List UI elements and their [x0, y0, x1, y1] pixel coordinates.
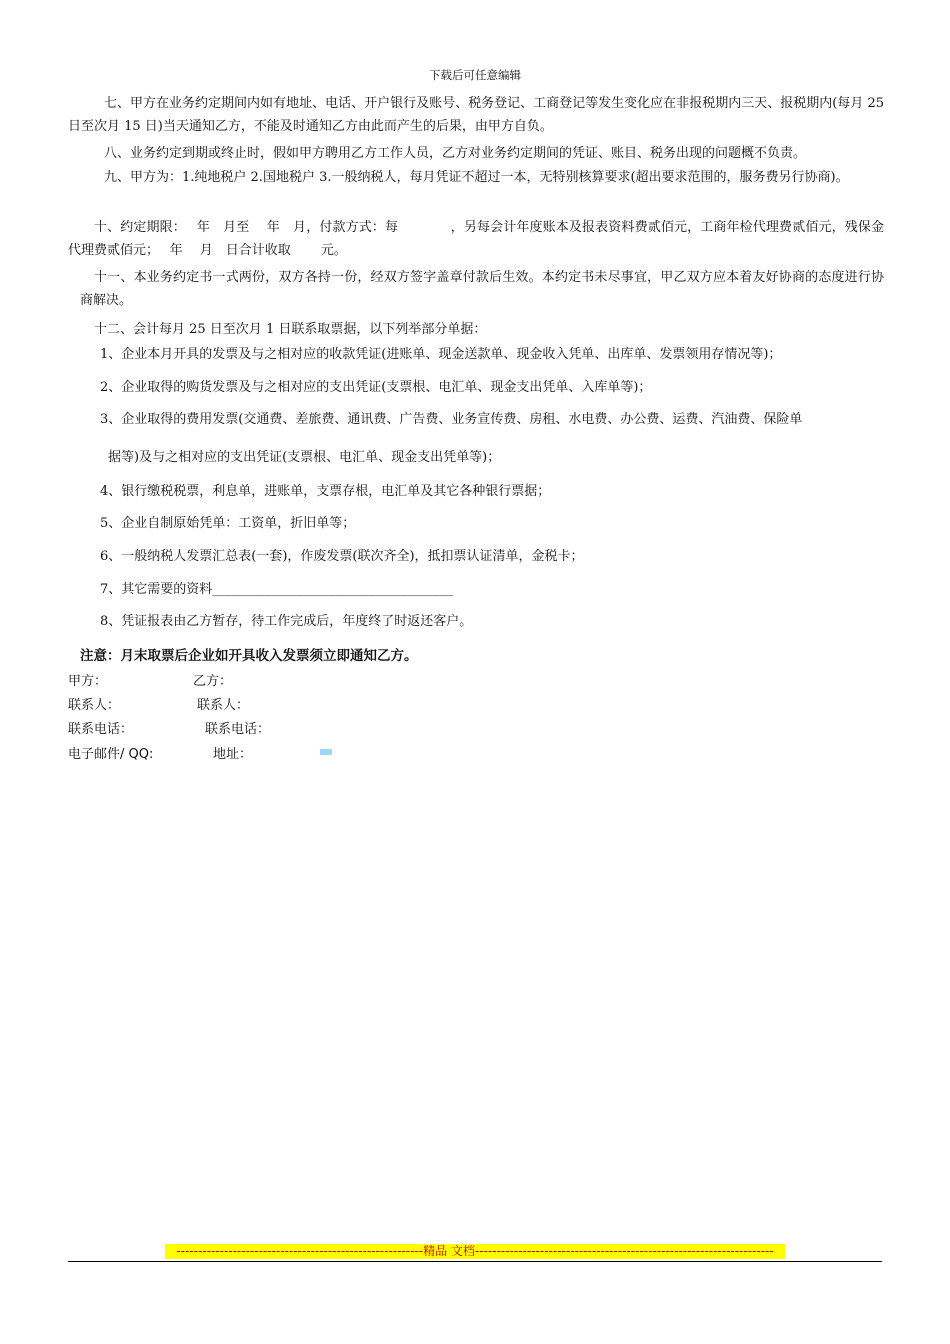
address-b-label: 地址： [213, 747, 253, 762]
clause-10: 十、约定期限： 年 月至 年 月，付款方式：每 ，另每会计年度账本及报表资料费贰佰元，工商年检代理费贰佰元，残保金代理费贰佰元； 年 月 日合计收取 元。 [68, 220, 884, 258]
list-item: 4、银行缴税税票，利息单，进账单，支票存根，电汇单及其它各种银行票据； [100, 484, 551, 499]
header-note: 下载后可任意编辑 [429, 68, 521, 82]
contact-a-label: 联系人： [68, 698, 121, 713]
party-b-label: 乙方： [193, 674, 233, 689]
clause-7: 七、甲方在业务约定期间内如有地址、电话、开户银行及账号、税务登记、工商登记等发生变化应在非报税期内三天、报税期内(每月 25 日至次月 15 日)当天通知乙方，不能及时通知乙方由此而产生的后果，由甲方自负。 [68, 96, 884, 134]
list-item: 1、企业本月开具的发票及与之相对应的收款凭证(进账单、现金送款单、现金收入凭单、出库单、发票领用存情况等)； [100, 347, 782, 362]
party-a-label: 甲方： [68, 674, 108, 689]
list-item: 2、企业取得的购货发票及与之相对应的支出凭证(支票根、电汇单、现金支出凭单、入库单等)； [100, 380, 652, 395]
clause-12: 十二、会计每月 25 日至次月 1 日联系取票据，以下列举部分单据： [94, 322, 487, 337]
email-a-label: 电子邮件/ QQ: [68, 747, 154, 762]
phone-b-label: 联系电话： [205, 722, 271, 737]
list-item: 7、其它需要的资料_____________________________________ [100, 582, 453, 597]
footer-divider [68, 1261, 882, 1262]
clause-9: 九、甲方为：1.纯地税户 2.国地税户 3.一般纳税人，每月凭证不超过一本，无特别核算要求(超出要求范围的，服务费另行协商)。 [104, 170, 849, 185]
footer-banner: ---------------------------------------------------------精品 文档--------------------------------------------------------------------- [165, 1244, 785, 1259]
text-cursor-highlight [320, 749, 332, 755]
contact-b-label: 联系人： [197, 698, 250, 713]
list-item: 8、凭证报表由乙方暂存，待工作完成后，年度终了时返还客户。 [100, 614, 473, 629]
clause-11: 十一、本业务约定书一式两份，双方各持一份，经双方签字盖章付款后生效。本约定书未尽事宜，甲乙双方应本着友好协商的态度进行协商解决。 [80, 270, 884, 308]
clause-8: 八、业务约定到期或终止时，假如甲方聘用乙方工作人员，乙方对业务约定期间的凭证、账目、税务出现的问题概不负责。 [104, 146, 807, 161]
list-item: 3、企业取得的费用发票(交通费、差旅费、通讯费、广告费、业务宣传费、房租、水电费、办公费、运费、汽油费、保险单 [100, 412, 803, 427]
list-item: 据等)及与之相对应的支出凭证(支票根、电汇单、现金支出凭单等)； [108, 450, 501, 465]
phone-a-label: 联系电话： [68, 722, 134, 737]
list-item: 6、一般纳税人发票汇总表(一套)，作废发票(联次齐全)，抵扣票认证清单，金税卡； [100, 549, 584, 564]
list-item: 5、企业自制原始凭单：工资单，折旧单等； [100, 516, 356, 531]
notice: 注意：月末取票后企业如开具收入发票须立即通知乙方。 [80, 648, 418, 664]
